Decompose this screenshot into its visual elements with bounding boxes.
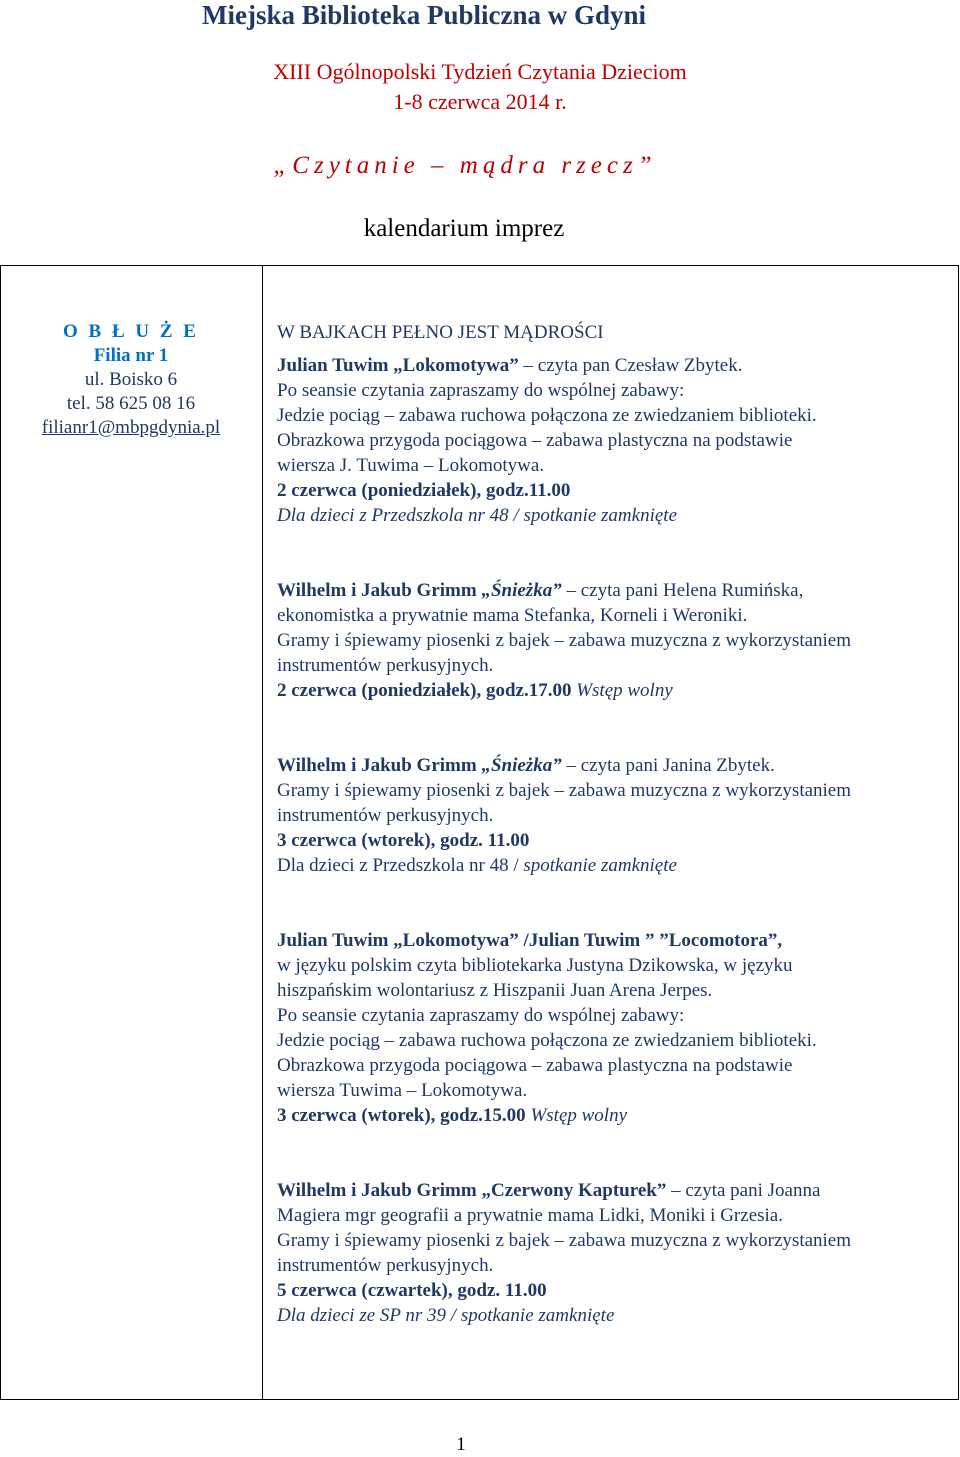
event-1-reader: – czyta pan Czesław Zbytek. xyxy=(518,355,743,376)
event-1-line: Jedzie pociąg – zabawa ruchowa połączona ze zwiedzaniem biblioteki. xyxy=(277,405,817,426)
event-4-line: wiersza Tuwima – Lokomotywa. xyxy=(277,1080,528,1101)
event-2 xyxy=(277,578,952,703)
event-2-note: Wstęp wolny xyxy=(571,680,673,701)
event-motto: „Czytanie – mądra rzecz” xyxy=(273,152,657,179)
section-title: kalendarium imprez xyxy=(363,215,565,242)
event-5-line: Magiera mgr geografii a prywatnie mama Lidki, Moniki i Grzesia. xyxy=(277,1205,783,1226)
event-5 xyxy=(277,1178,952,1328)
event-4 xyxy=(277,928,952,1128)
event-1-line: Obrazkowa przygoda pociągowa – zabawa plastyczna na podstawie xyxy=(277,430,793,451)
event-3-date: 3 czerwca (wtorek), godz. 11.00 xyxy=(277,830,530,851)
column-divider xyxy=(262,265,263,1400)
events-heading: W BAJKACH PEŁNO JEST MĄDROŚCI xyxy=(277,322,604,343)
event-4-line: w języku polskim czyta bibliotekarka Justyna Dzikowska, w języku xyxy=(277,955,793,976)
event-3-line: Gramy i śpiewamy piosenki z bajek – zabawa muzyczna z wykorzystaniem xyxy=(277,780,852,801)
event-4-date: 3 czerwca (wtorek), godz.15.00 xyxy=(277,1105,526,1126)
event-2-author: Wilhelm i Jakub Grimm xyxy=(277,580,482,601)
event-3-line: instrumentów perkusyjnych. xyxy=(277,805,494,826)
event-5-line: instrumentów perkusyjnych. xyxy=(277,1255,494,1276)
event-3-title: „Śnieżka” xyxy=(481,755,562,776)
branch-phone: tel. 58 625 08 16 xyxy=(66,393,196,414)
branch-info xyxy=(0,320,262,440)
event-3-note: Dla dzieci z Przedszkola nr 48 / xyxy=(277,855,524,876)
branch-name: Filia nr 1 xyxy=(93,345,169,366)
event-2-date: 2 czerwca (poniedziałek), godz.17.00 xyxy=(277,680,572,701)
event-1-title: Julian Tuwim „Lokomotywa” xyxy=(277,355,519,376)
event-2-line: ekonomistka a prywatnie mama Stefanka, Korneli i Weroniki. xyxy=(277,605,748,626)
event-5-line: Gramy i śpiewamy piosenki z bajek – zabawa muzyczna z wykorzystaniem xyxy=(277,1230,852,1251)
event-subtitle: XIII Ogólnopolski Tydzień Czytania Dzieciom xyxy=(273,59,687,84)
branch-email-link[interactable]: filianr1@mbpgdynia.pl xyxy=(41,417,221,438)
event-5-note: Dla dzieci ze SP nr 39 / spotkanie zamknięte xyxy=(277,1305,615,1326)
event-4-title: Julian Tuwim „Lokomotywa” /Julian Tuwim ” ”Locomotora”, xyxy=(277,930,783,951)
event-4-line: hiszpańskim wolontariusz z Hiszpanii Juan Arena Jerpes. xyxy=(277,980,713,1001)
event-3-author: Wilhelm i Jakub Grimm xyxy=(277,755,482,776)
page-number: 1 xyxy=(456,1434,466,1455)
event-3-reader: – czyta pani Janina Zbytek. xyxy=(561,755,775,776)
event-4-line: Obrazkowa przygoda pociągowa – zabawa plastyczna na podstawie xyxy=(277,1055,793,1076)
event-2-line: Gramy i śpiewamy piosenki z bajek – zabawa muzyczna z wykorzystaniem xyxy=(277,630,852,651)
event-1-line: Po seansie czytania zapraszamy do wspólnej zabawy: xyxy=(277,380,685,401)
event-5-title: Wilhelm i Jakub Grimm „Czerwony Kapturek” xyxy=(277,1180,667,1201)
event-4-line: Po seansie czytania zapraszamy do wspólnej zabawy: xyxy=(277,1005,685,1026)
branch-street: ul. Boisko 6 xyxy=(84,369,178,390)
branch-label: O B Ł U Ż E xyxy=(63,321,199,342)
event-1 xyxy=(277,353,952,528)
event-1-note: Dla dzieci z Przedszkola nr 48 / spotkanie zamknięte xyxy=(277,505,678,526)
event-1-date: 2 czerwca (poniedziałek), godz.11.00 xyxy=(277,480,571,501)
event-4-note: Wstęp wolny xyxy=(525,1105,628,1126)
event-5-date: 5 czerwca (czwartek), godz. 11.00 xyxy=(277,1280,547,1301)
event-3-note-closed: spotkanie zamknięte xyxy=(523,855,677,876)
events-list xyxy=(277,320,952,1328)
event-3 xyxy=(277,753,952,878)
library-title: Miejska Biblioteka Publiczna w Gdyni xyxy=(202,0,647,30)
event-5-reader: – czyta pani Joanna xyxy=(666,1180,821,1201)
event-2-line: instrumentów perkusyjnych. xyxy=(277,655,494,676)
event-dates: 1-8 czerwca 2014 r. xyxy=(393,89,567,114)
event-2-reader: – czyta pani Helena Rumińska, xyxy=(561,580,804,601)
event-1-line: wiersza J. Tuwima – Lokomotywa. xyxy=(277,455,545,476)
event-2-title: „Śnieżka” xyxy=(481,580,562,601)
event-4-line: Jedzie pociąg – zabawa ruchowa połączona ze zwiedzaniem biblioteki. xyxy=(277,1030,817,1051)
